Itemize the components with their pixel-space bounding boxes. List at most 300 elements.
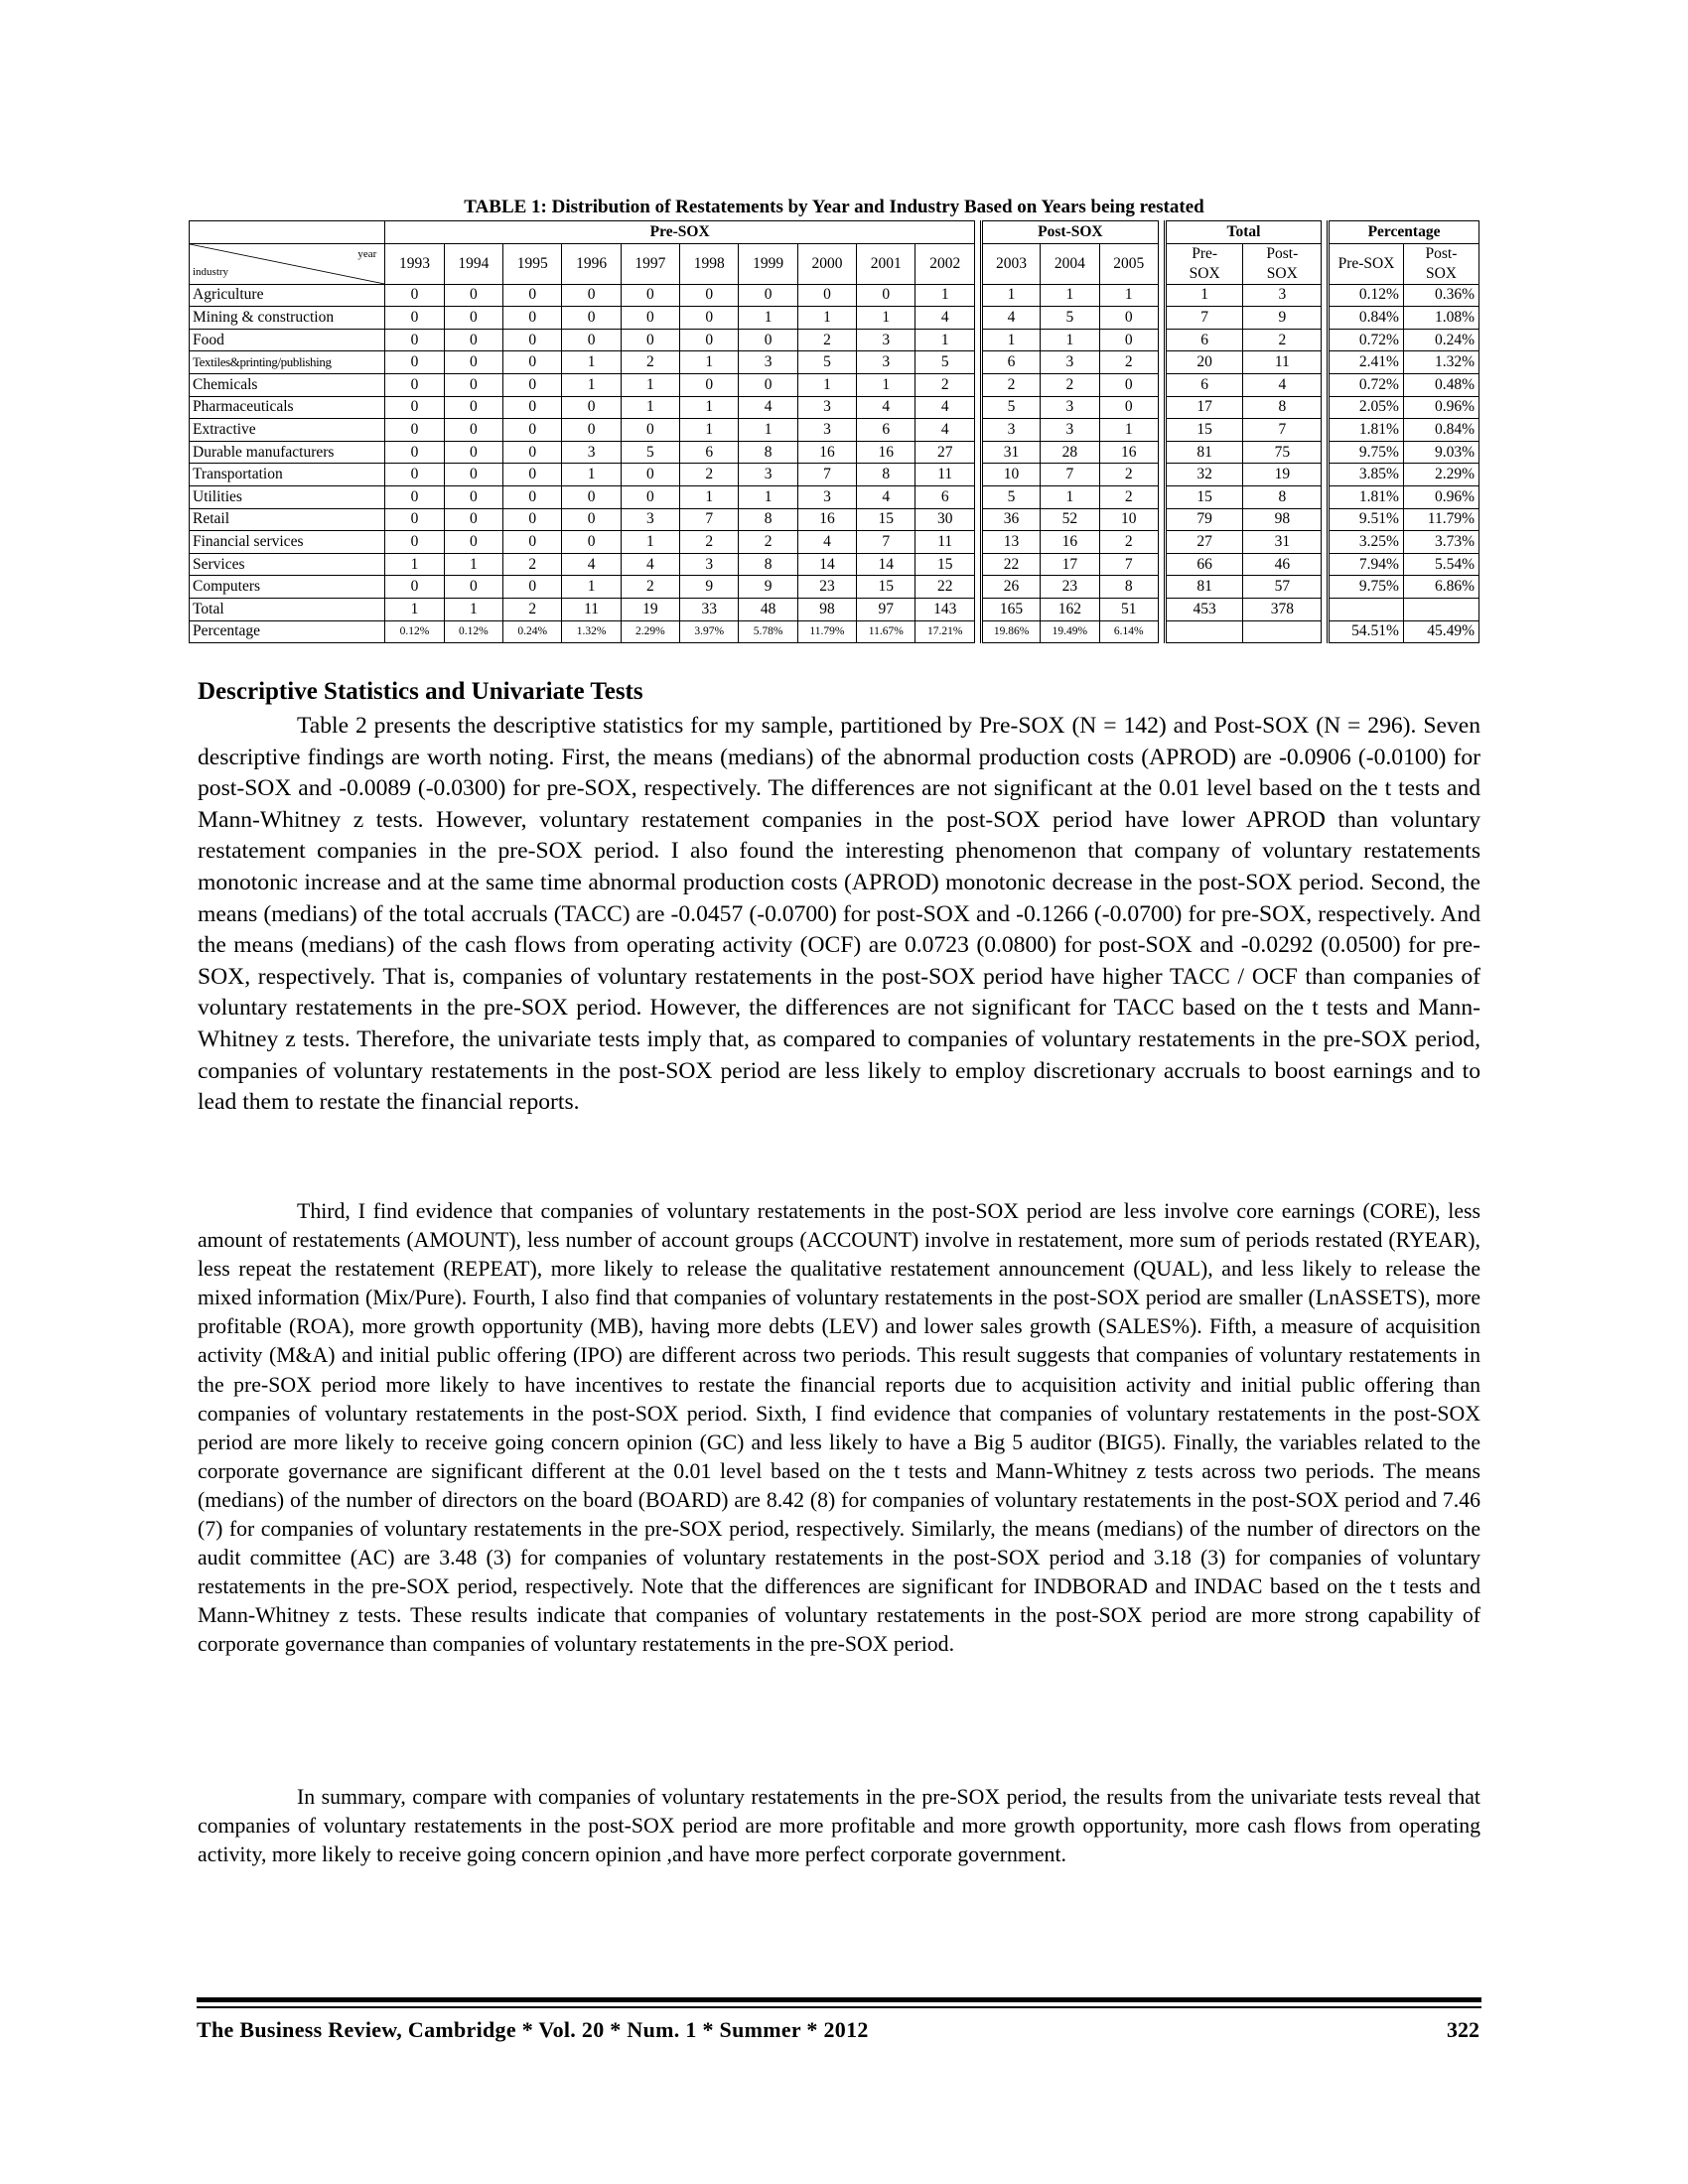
column-separator: [1322, 307, 1329, 330]
table-cell: 0: [562, 508, 621, 531]
table-cell: 23: [797, 576, 856, 599]
table-cell: 4: [915, 307, 975, 330]
table-cell: 1: [1165, 284, 1243, 307]
table-cell: 1: [1041, 485, 1099, 508]
table-cell: 0: [385, 441, 444, 464]
table-cell: 16: [1099, 441, 1158, 464]
column-separator: [1322, 284, 1329, 307]
table-cell: 48: [739, 598, 797, 620]
table-cell: 19.49%: [1041, 620, 1099, 643]
table-cell: 1.08%: [1403, 307, 1478, 330]
table-cell: 2: [797, 329, 856, 351]
table-cell: 9.51%: [1329, 508, 1404, 531]
table-cell: 97: [857, 598, 915, 620]
table-cell: 33: [680, 598, 739, 620]
table-cell: 0: [503, 531, 562, 554]
paragraph-text: Table 2 presents the descriptive statistics for my sample, partitioned by Pre-SOX (N = 142) and Post-SOX (N = 296). Seven descriptive findings are worth noting. First, the means (medians) of the abnormal production costs (APROD) are -0.0906 (-0.0100) for post-SOX and -0.0089 (-0.0300) for pre-SOX, respectively. The differences are not significant at the 0.01 level based on the t tests and Mann-Whitney z tests. However, voluntary restatement companies in the post-SOX period have lower APROD than voluntary restatement companies in the pre-SOX period. I also found the interesting phenomenon that company of voluntary restatements monotonic increase and at the same time abnormal production costs (APROD) monotonic decrease in the post-SOX period. Second, the means (medians) of the total accruals (TACC) are -0.0457 (-0.0700) for post-SOX and -0.1266 (-0.0700) for pre-SOX, respectively. And the means (medians) of the cash flows from operating activity (OCF) are 0.0723 (0.0800) for post-SOX and -0.0292 (0.0500) for pre-SOX, respectively. That is, companies of voluntary restatements in the post-SOX period have higher TACC / OCF than companies of voluntary restatements in the pre-SOX period. However, the differences are not significant for TACC based on the t tests and Mann-Whitney z tests. Therefore, the univariate tests imply that, as compared to companies of voluntary restatements in the pre-SOX period, companies of voluntary restatements in the post-SOX period are less likely to employ discretionary accruals to boost earnings and to lead them to restate the financial reports.: [198, 713, 1480, 1116]
column-separator: [1158, 351, 1165, 374]
table-cell: 5: [981, 485, 1040, 508]
table-cell: 0: [385, 329, 444, 351]
table-cell: 0.84%: [1403, 419, 1478, 442]
column-separator: [1322, 441, 1329, 464]
column-separator: [1158, 531, 1165, 554]
table-cell: 27: [915, 441, 975, 464]
table-row: [190, 396, 1479, 419]
table-cell: 54.51%: [1329, 620, 1404, 643]
table-cell: 2: [1099, 531, 1158, 554]
table-cell: 0.24%: [1403, 329, 1478, 351]
percentage-header-post-sox: Post- SOX: [1403, 243, 1478, 284]
table-cell: 0.84%: [1329, 307, 1404, 330]
year-header-1994: 1994: [444, 243, 502, 284]
table-cell: 0: [621, 419, 679, 442]
table-cell: 7: [1243, 419, 1322, 442]
table-cell: 3: [797, 419, 856, 442]
header-blank: [190, 221, 385, 244]
table-cell: 1: [680, 351, 739, 374]
percentage-header-pre-sox: Pre-SOX: [1329, 243, 1404, 284]
table-cell: 16: [797, 441, 856, 464]
column-separator: [1158, 284, 1165, 307]
table-cell: 1: [981, 329, 1040, 351]
table-cell: 2: [680, 464, 739, 486]
table-cell: 3: [797, 396, 856, 419]
table-cell: 31: [1243, 531, 1322, 554]
year-header-1995: 1995: [503, 243, 562, 284]
table-cell: 11: [915, 531, 975, 554]
column-separator: [1158, 508, 1165, 531]
table-cell: 0: [503, 441, 562, 464]
column-separator: [974, 531, 981, 554]
column-separator: [1158, 464, 1165, 486]
table-cell: 2.05%: [1329, 396, 1404, 419]
table-cell: 1: [444, 598, 502, 620]
table-cell: 3: [1041, 419, 1099, 442]
section-heading: Descriptive Statistics and Univariate Tests: [198, 678, 643, 705]
table-cell: 2: [503, 553, 562, 576]
table-cell: 2: [981, 373, 1040, 396]
industry-label: Extractive: [190, 419, 385, 442]
table-cell: 17.21%: [915, 620, 975, 643]
table-cell: 0: [444, 373, 502, 396]
table-cell: 6: [857, 419, 915, 442]
table-cell: 0: [1099, 307, 1158, 330]
table-cell: 0: [680, 307, 739, 330]
table-cell: 0: [503, 419, 562, 442]
table-cell: 1: [915, 329, 975, 351]
table-cell: 0.72%: [1329, 329, 1404, 351]
table-row: [190, 351, 1479, 374]
table-cell: 5: [1041, 307, 1099, 330]
table-cell: 0: [385, 284, 444, 307]
table-cell: 9: [680, 576, 739, 599]
table-cell: 0.24%: [503, 620, 562, 643]
table-cell: 0: [385, 508, 444, 531]
table-cell: 2: [621, 576, 679, 599]
industry-label: Food: [190, 329, 385, 351]
table-cell: 1: [680, 485, 739, 508]
table-cell: 30: [915, 508, 975, 531]
column-separator: [974, 485, 981, 508]
table-cell: 0: [621, 485, 679, 508]
column-separator: [1322, 531, 1329, 554]
industry-label: Pharmaceuticals: [190, 396, 385, 419]
table-cell: 46: [1243, 553, 1322, 576]
year-header-1996: 1996: [562, 243, 621, 284]
table-cell: 1: [1099, 419, 1158, 442]
table-cell: 453: [1165, 598, 1243, 620]
table-cell: 1.81%: [1329, 485, 1404, 508]
table-cell: 1: [857, 307, 915, 330]
year-header-1999: 1999: [739, 243, 797, 284]
table-cell: 0.48%: [1403, 373, 1478, 396]
table-cell: 1.81%: [1329, 419, 1404, 442]
table-cell: 0: [1099, 329, 1158, 351]
table-cell: 1: [797, 307, 856, 330]
corner-cell: [190, 243, 385, 284]
column-separator: [1158, 396, 1165, 419]
table-cell: 0: [1099, 396, 1158, 419]
table-cell: 0: [503, 373, 562, 396]
table-cell: 31: [981, 441, 1040, 464]
paragraph-descriptive-findings: [198, 711, 1480, 1119]
year-header-2003: 2003: [981, 243, 1040, 284]
column-separator: [974, 221, 981, 244]
column-separator: [1158, 598, 1165, 620]
column-separator: [1322, 396, 1329, 419]
industry-label: Utilities: [190, 485, 385, 508]
table-cell: 23: [1041, 576, 1099, 599]
table-cell: 98: [1243, 508, 1322, 531]
table-cell: 10: [981, 464, 1040, 486]
table-cell: 22: [981, 553, 1040, 576]
column-separator: [974, 598, 981, 620]
table-cell: 1: [739, 419, 797, 442]
paragraph-third-finding: [198, 1197, 1480, 1660]
table-cell: 7: [1099, 553, 1158, 576]
table-cell: 11: [915, 464, 975, 486]
table-cell: 2.41%: [1329, 351, 1404, 374]
table-cell: 1: [680, 396, 739, 419]
paragraph-summary: [198, 1783, 1480, 1869]
table-cell: 0: [503, 576, 562, 599]
year-header-2002: 2002: [915, 243, 975, 284]
table-cell: 8: [739, 441, 797, 464]
table-cell: 0: [444, 284, 502, 307]
table-cell: 1: [739, 485, 797, 508]
table-cell: 0: [444, 464, 502, 486]
table-cell: 15: [1165, 485, 1243, 508]
table-cell: 1: [981, 284, 1040, 307]
table-cell: 4: [621, 553, 679, 576]
table-cell: 1: [621, 373, 679, 396]
table-cell: 3: [621, 508, 679, 531]
table-cell: 165: [981, 598, 1040, 620]
column-separator: [1322, 373, 1329, 396]
table-cell: 1: [797, 373, 856, 396]
table-cell: 16: [1041, 531, 1099, 554]
table-cell: 11.67%: [857, 620, 915, 643]
column-separator: [974, 553, 981, 576]
table-cell: 8: [739, 508, 797, 531]
table-cell: 8: [1243, 396, 1322, 419]
table-cell: 0: [444, 508, 502, 531]
table-cell: 0: [503, 508, 562, 531]
table-cell: 0: [444, 351, 502, 374]
table-cell: 5: [915, 351, 975, 374]
table-cell: 20: [1165, 351, 1243, 374]
table-cell: 19.86%: [981, 620, 1040, 643]
table-cell: 9.75%: [1329, 441, 1404, 464]
table-cell: 0: [385, 373, 444, 396]
table-cell: 1: [739, 307, 797, 330]
table-cell: 2: [1099, 464, 1158, 486]
table-cell: [1403, 598, 1478, 620]
table-cell: 81: [1165, 441, 1243, 464]
table-cell: 1: [1041, 329, 1099, 351]
table-cell: 0: [503, 464, 562, 486]
year-header-2001: 2001: [857, 243, 915, 284]
table-cell: 3.85%: [1329, 464, 1404, 486]
table-cell: 4: [562, 553, 621, 576]
table-cell: 5: [797, 351, 856, 374]
table-cell: 7: [1041, 464, 1099, 486]
table-cell: 2: [1099, 351, 1158, 374]
table-cell: 5: [621, 441, 679, 464]
column-separator: [1322, 419, 1329, 442]
table-cell: 0: [444, 329, 502, 351]
table-cell: 0: [503, 351, 562, 374]
table-cell: 0: [562, 284, 621, 307]
table-cell: 0: [562, 419, 621, 442]
table-cell: 11: [562, 598, 621, 620]
group-header-percentage: Percentage: [1329, 221, 1479, 244]
column-separator: [974, 373, 981, 396]
table-row: [190, 508, 1479, 531]
column-separator: [974, 307, 981, 330]
table-cell: 1: [1099, 284, 1158, 307]
table-cell: 0: [444, 531, 502, 554]
table-row: [190, 598, 1479, 620]
table-cell: 0: [621, 307, 679, 330]
table-cell: 3: [797, 485, 856, 508]
table-cell: 8: [1243, 485, 1322, 508]
table-cell: 0: [621, 284, 679, 307]
table-cell: 2: [915, 373, 975, 396]
journal-citation: The Business Review, Cambridge * Vol. 20 * Num. 1 * Summer * 2012: [197, 2017, 869, 2042]
table-cell: 5: [981, 396, 1040, 419]
table-cell: 1: [444, 553, 502, 576]
table-cell: 3: [981, 419, 1040, 442]
column-separator: [1322, 620, 1329, 643]
table-cell: 0: [680, 373, 739, 396]
column-separator: [974, 396, 981, 419]
table-cell: 3: [562, 441, 621, 464]
table-cell: 3: [739, 464, 797, 486]
table-cell: 2: [739, 531, 797, 554]
table-cell: 3.97%: [680, 620, 739, 643]
column-separator: [1158, 441, 1165, 464]
table-cell: 0: [562, 396, 621, 419]
table-cell: 3: [1243, 284, 1322, 307]
table-cell: 3: [739, 351, 797, 374]
table-cell: 17: [1165, 396, 1243, 419]
footer-rule: [197, 2006, 1481, 2008]
table-cell: 0.12%: [444, 620, 502, 643]
table-cell: 9: [1243, 307, 1322, 330]
table-cell: 0.72%: [1329, 373, 1404, 396]
table-cell: 0: [385, 485, 444, 508]
industry-label: Chemicals: [190, 373, 385, 396]
column-separator: [1158, 553, 1165, 576]
table-cell: 0: [385, 396, 444, 419]
table-cell: 19: [1243, 464, 1322, 486]
table-cell: 22: [915, 576, 975, 599]
column-separator: [1158, 307, 1165, 330]
year-header-2004: 2004: [1041, 243, 1099, 284]
table-cell: 0: [385, 307, 444, 330]
table-cell: 28: [1041, 441, 1099, 464]
industry-label: Textiles&printing/publishing: [190, 351, 385, 374]
table-cell: 0: [562, 329, 621, 351]
group-header-total: Total: [1165, 221, 1321, 244]
table-cell: 1: [562, 351, 621, 374]
group-header-pre-sox: Pre-SOX: [385, 221, 975, 244]
year-header-1998: 1998: [680, 243, 739, 284]
table-cell: 6: [1165, 373, 1243, 396]
table-cell: 4: [797, 531, 856, 554]
column-separator: [1158, 243, 1165, 284]
corner-industry-label: industry: [193, 265, 229, 278]
table-cell: 79: [1165, 508, 1243, 531]
table-cell: 27: [1165, 531, 1243, 554]
corner-year-label: year: [357, 247, 377, 260]
table-cell: 3.25%: [1329, 531, 1404, 554]
table-cell: 0: [621, 464, 679, 486]
table-cell: 4: [915, 419, 975, 442]
table-cell: 6.86%: [1403, 576, 1478, 599]
table-cell: 0: [562, 531, 621, 554]
industry-label: Agriculture: [190, 284, 385, 307]
table-cell: 0: [385, 419, 444, 442]
table-cell: 4: [857, 485, 915, 508]
table-cell: 0: [444, 419, 502, 442]
table-cell: 52: [1041, 508, 1099, 531]
table-cell: 57: [1243, 576, 1322, 599]
table-cell: [1165, 620, 1243, 643]
table-cell: 8: [1099, 576, 1158, 599]
table-row: [190, 284, 1479, 307]
industry-label: Services: [190, 553, 385, 576]
table-title: TABLE 1: Distribution of Restatements by Year and Industry Based on Years being restated: [464, 197, 1204, 217]
column-separator: [1158, 329, 1165, 351]
table-cell: 7: [1165, 307, 1243, 330]
industry-label: Mining & construction: [190, 307, 385, 330]
table-cell: 0: [444, 307, 502, 330]
table-cell: 0: [739, 329, 797, 351]
column-separator: [1322, 598, 1329, 620]
table-cell: 4: [981, 307, 1040, 330]
table-cell: 2: [621, 351, 679, 374]
table-cell: 0: [385, 576, 444, 599]
column-separator: [1322, 329, 1329, 351]
table-cell: 143: [915, 598, 975, 620]
table-cell: 0: [503, 329, 562, 351]
table-cell: 0: [444, 441, 502, 464]
table-cell: 0: [739, 284, 797, 307]
table-cell: 1: [915, 284, 975, 307]
table-cell: [1243, 620, 1322, 643]
total-header-pre-sox: Pre- SOX: [1165, 243, 1243, 284]
column-separator: [1158, 373, 1165, 396]
paragraph-text: Third, I find evidence that companies of voluntary restatements in the post-SOX period are less involve core earnings (CORE), less amount of restatements (AMOUNT), less number of account groups (ACCOUNT) involve in restatement, more sum of periods restated (RYEAR), less repeat the restatement (REPEAT), more likely to release the qualitative restatement announcement (QUAL), and less likely to release the mixed information (Mix/Pure). Fourth, I also find that companies of voluntary restatements in the post-SOX period are smaller (LnASSETS), more profitable (ROA), more growth opportunity (MB), having more debts (LEV) and lower sales growth (SALES%). Fifth, a measure of acquisition activity (M&A) and initial public offering (IPO) are different across two periods. This result suggests that companies of voluntary restatements in the pre-SOX period more likely to have incentives to restate the financial reports due to acquisition activity and initial public offering than companies of voluntary restatements in the post-SOX period. Sixth, I find evidence that companies of voluntary restatements in the post-SOX period are more likely to receive going concern opinion (GC) and less likely to have a Big 5 auditor (BIG5). Finally, the variables related to the corporate governance are significant different at the 0.01 level based on the t tests and Mann-Whitney z tests across two periods. The means (medians) of the number of directors on the board (BOARD) are 8.42 (8) for companies of voluntary restatements in the post-SOX period and 7.46 (7) for companies of voluntary restatements in the pre-SOX period, respectively. Similarly, the means (medians) of the number of directors on the audit committee (AC) are 3.48 (3) for companies of voluntary restatements in the post-SOX period and 3.18 (3) for companies of voluntary restatements in the pre-SOX period, respectively. Note that the differences are significant for INDBORAD and INDAC based on the t tests and Mann-Whitney z tests. These results indicate that companies of voluntary restatements in the post-SOX period are more strong capability of corporate governance than companies of voluntary restatements in the pre-SOX period.: [198, 1199, 1480, 1657]
table-row: [190, 485, 1479, 508]
table-cell: 2: [1099, 485, 1158, 508]
table-cell: 0: [621, 329, 679, 351]
table-cell: 8: [857, 464, 915, 486]
table-cell: 3: [680, 553, 739, 576]
column-separator: [974, 243, 981, 284]
table-cell: 16: [857, 441, 915, 464]
table-cell: 162: [1041, 598, 1099, 620]
table-cell: 0.96%: [1403, 485, 1478, 508]
table-cell: 15: [857, 508, 915, 531]
table-cell: 11: [1243, 351, 1322, 374]
table-cell: 0.12%: [385, 620, 444, 643]
table-cell: 98: [797, 598, 856, 620]
table-cell: 4: [739, 396, 797, 419]
table-cell: 0.12%: [1329, 284, 1404, 307]
column-separator: [974, 508, 981, 531]
table-cell: 4: [1243, 373, 1322, 396]
table-cell: 9.75%: [1329, 576, 1404, 599]
table-cell: 9.03%: [1403, 441, 1478, 464]
table-cell: 0.96%: [1403, 396, 1478, 419]
table-cell: 7.94%: [1329, 553, 1404, 576]
table-cell: 3: [1041, 351, 1099, 374]
industry-label: Total: [190, 598, 385, 620]
table-cell: 36: [981, 508, 1040, 531]
table-cell: 1: [621, 531, 679, 554]
table-cell: 0: [680, 284, 739, 307]
paragraph-text: In summary, compare with companies of voluntary restatements in the pre-SOX period, the results from the univariate tests reveal that companies of voluntary restatements in the post-SOX period are more profitable and more growth opportunity, more cash flows from operating activity, more likely to receive going concern opinion ,and have more perfect corporate government.: [198, 1785, 1480, 1867]
column-separator: [1322, 464, 1329, 486]
column-separator: [974, 441, 981, 464]
table-cell: 26: [981, 576, 1040, 599]
table-cell: 51: [1099, 598, 1158, 620]
column-separator: [1158, 576, 1165, 599]
table-cell: 1.32%: [562, 620, 621, 643]
table-row: [190, 329, 1479, 351]
table-cell: 3: [1041, 396, 1099, 419]
table-cell: 7: [797, 464, 856, 486]
table-cell: 14: [857, 553, 915, 576]
table-cell: 1.32%: [1403, 351, 1478, 374]
table-cell: 1: [562, 576, 621, 599]
table-cell: 1: [680, 419, 739, 442]
industry-label: Retail: [190, 508, 385, 531]
table-cell: 2: [1243, 329, 1322, 351]
table-cell: 6: [981, 351, 1040, 374]
table-cell: 3: [857, 329, 915, 351]
table-cell: 0: [385, 351, 444, 374]
table-cell: 0: [503, 485, 562, 508]
column-separator: [1158, 221, 1165, 244]
column-separator: [974, 329, 981, 351]
table-row: [190, 373, 1479, 396]
total-header-post-sox: Post- SOX: [1243, 243, 1322, 284]
table-cell: [1329, 598, 1404, 620]
